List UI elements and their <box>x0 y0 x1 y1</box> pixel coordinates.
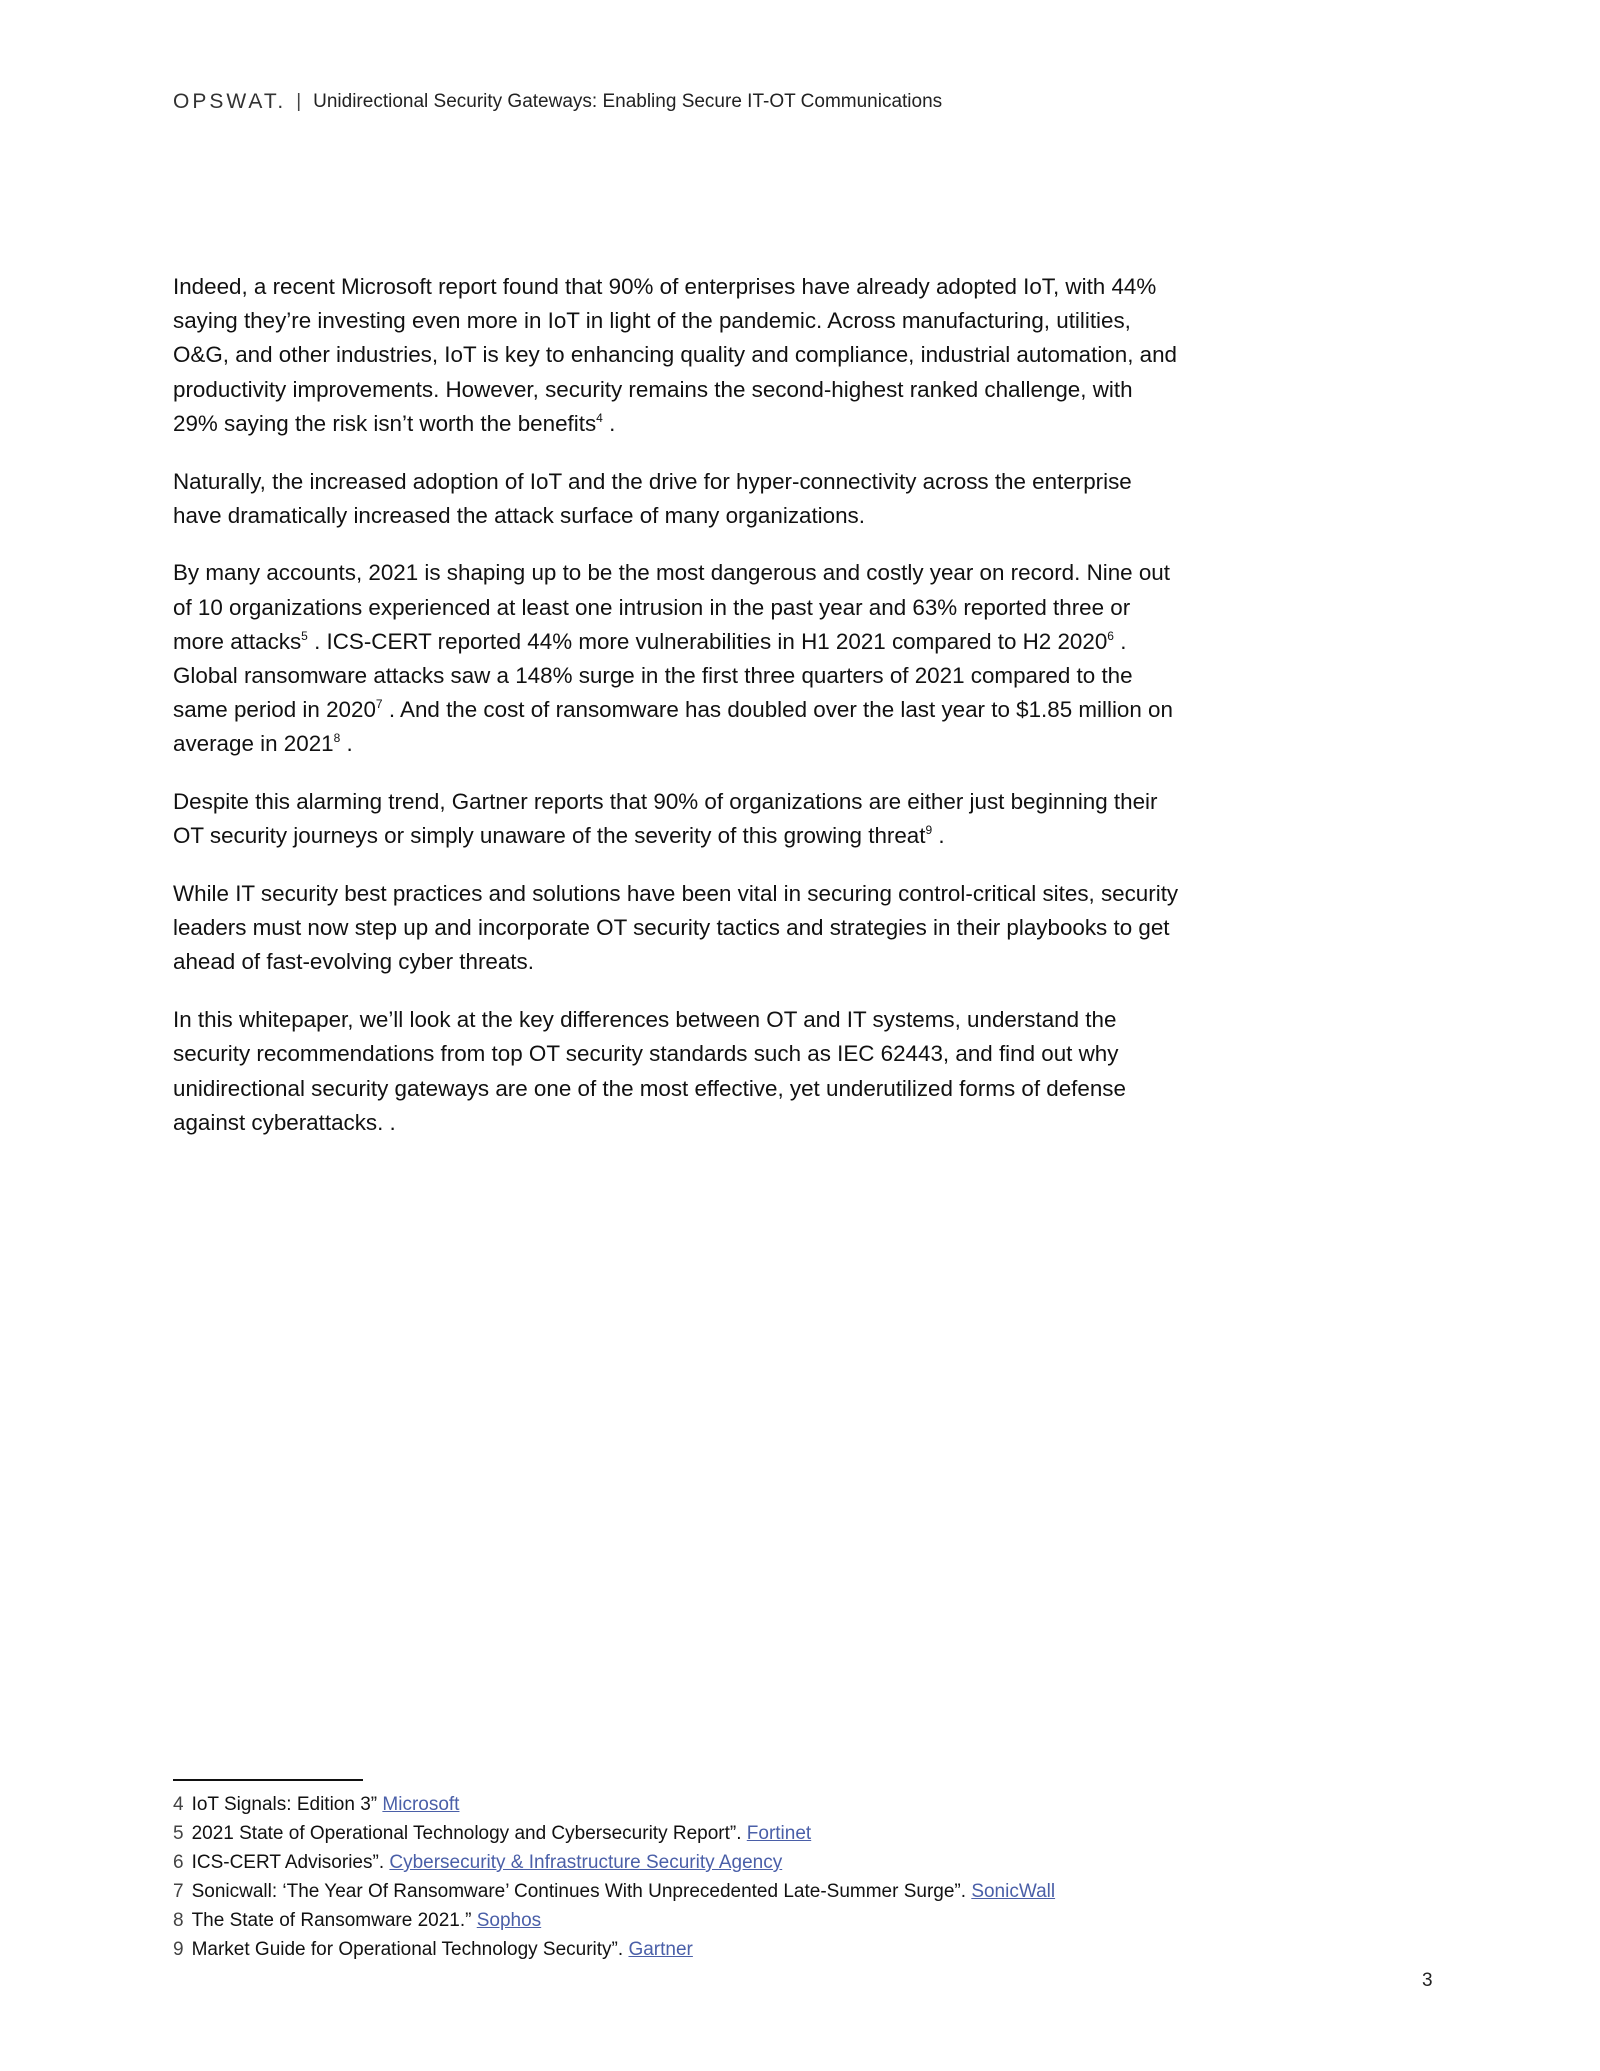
page-number: 3 <box>1422 1970 1433 1991</box>
footnote-ref-6: 6 <box>1107 628 1114 643</box>
footnote-ref-9: 9 <box>925 823 933 838</box>
footnote-ref-4: 4 <box>596 410 603 425</box>
footnote-link-gartner[interactable]: Gartner <box>628 1939 693 1960</box>
footnote-divider <box>173 1779 363 1781</box>
footnote-link-cisa[interactable]: Cybersecurity & Infrastructure Security Agency <box>389 1852 783 1873</box>
opswat-logo: OPSWAT. <box>173 90 287 113</box>
footnote-item: 6 ICS-CERT Advisories”. Cybersecurity & Infrastructure Security Agency <box>173 1852 783 1873</box>
paragraph-6: In this whitepaper, we’ll look at the key differences between OT and IT systems, understand the security recommendations from top OT security standards such as IEC 62443, and find out why unidirectional security gateways are one of the most effective, yet underutilized forms of defense against cyberattacks. . <box>173 1007 1126 1135</box>
footnote-item: 4 IoT Signals: Edition 3” Microsoft <box>173 1794 460 1815</box>
footnote-ref-5: 5 <box>301 628 308 643</box>
body-text <box>173 270 1183 1163</box>
footnote-item: 7 Sonicwall: ‘The Year Of Ransomware’ Continues With Unprecedented Late-Summer Surge”. SonicWall <box>173 1881 1056 1902</box>
footnote-link-sophos[interactable]: Sophos <box>476 1910 542 1931</box>
paragraph-2: Naturally, the increased adoption of IoT and the drive for hyper-connectivity across the enterprise have dramatically increased the attack surface of many organizations. <box>173 468 1132 528</box>
footnote-link-sonicwall[interactable]: SonicWall <box>971 1881 1056 1902</box>
footnote-link-fortinet[interactable]: Fortinet <box>746 1823 812 1844</box>
page-header <box>173 90 942 114</box>
footnote-link-microsoft[interactable]: Microsoft <box>382 1794 460 1815</box>
footnote-item: 5 2021 State of Operational Technology and Cybersecurity Report”. Fortinet <box>173 1823 812 1844</box>
paragraph-5: While IT security best practices and solutions have been vital in securing control-critical sites, security leaders must now step up and incorporate OT security tactics and strategies in their playbooks to get ahead of fast-evolving cyber threats. <box>173 881 1179 975</box>
paragraph-4: Despite this alarming trend, Gartner reports that 90% of organizations are either just beginning their OT security journeys or simply unaware of the severity of this growing threat$^9$ . <box>173 789 1158 849</box>
document-title: Unidirectional Security Gateways: Enabling Secure IT-OT Communications <box>313 91 943 112</box>
paragraph-1: Indeed, a recent Microsoft report found that 90% of enterprises have already adopted IoT, with 44% saying they’re investing even more in IoT in light of the pandemic. Across manufacturing, utilities, O&G, and other industries, IoT is key to enhancing quality and compliance, industrial automation, and productivity improvements. However, security remains the second-highest ranked challenge, with 29% saying the risk isn’t worth the benefits$^4$ . <box>173 274 1178 436</box>
footnotes <box>173 1790 1055 1964</box>
footnote-item: 9 Market Guide for Operational Technology Security”. Gartner <box>173 1939 693 1960</box>
footnote-ref-7: 7 <box>375 697 383 712</box>
paragraph-3: By many accounts, 2021 is shaping up to be the most dangerous and costly year on record. Nine out of 10 organizations experienced at least one intrusion in the past year and 63% reported three or more attacks$^5$ . ICS-CERT reported 44% more vulnerabilities in H1 2021 compared to H2 2020$^6$ . Global ransomware attacks saw a 148% surge in the first three quarters of 2021 compared to the same period in 2020$^7$ . And the cost of ransomware has doubled over the last year to $1.85 million on average in 2021$^8$ . <box>173 560 1173 757</box>
header-separator: | <box>296 91 302 112</box>
footnote-ref-8: 8 <box>333 731 341 746</box>
footnote-item: 8 The State of Ransomware 2021.” Sophos <box>173 1910 542 1931</box>
